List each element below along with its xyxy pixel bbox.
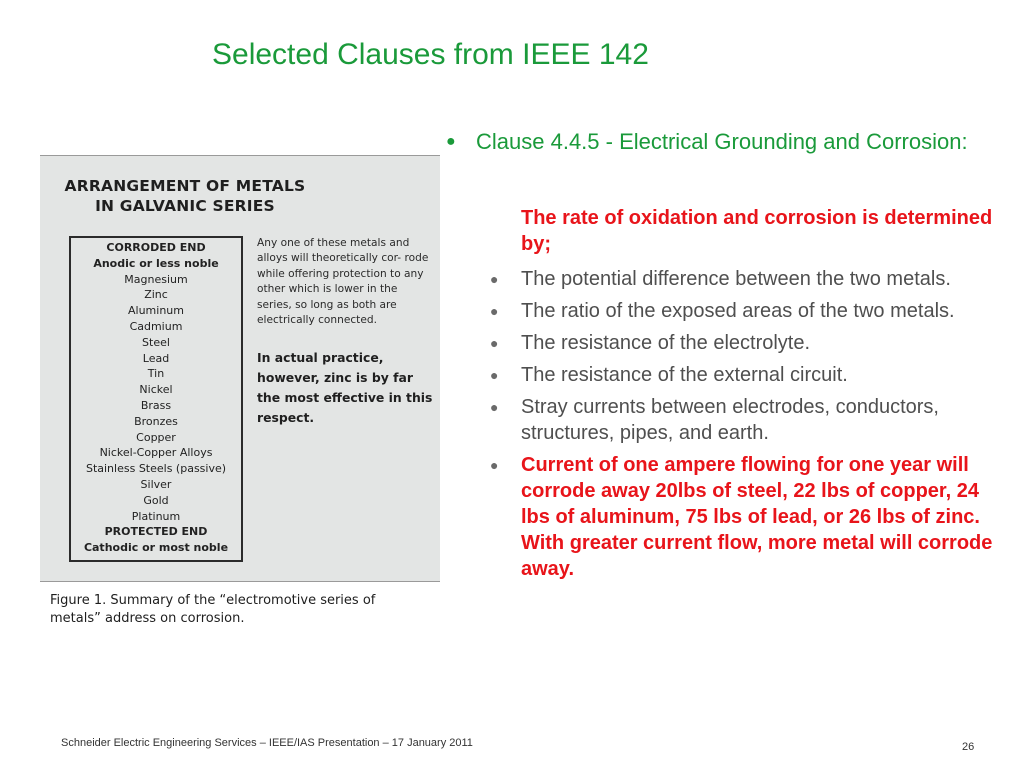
bullet-icon: ●	[490, 335, 499, 351]
galvanic-series-box	[69, 236, 243, 562]
bullet-icon: ●	[490, 367, 499, 383]
series-item: Platinum	[131, 509, 181, 523]
figure-note: Any one of these metals and alloys will theoretically cor- rode while offering protection to any other which is lower in the series, so long as both are electrically connected.	[257, 237, 429, 327]
clause-heading	[446, 128, 1006, 156]
series-item: Nickel	[139, 383, 173, 397]
series-item: Steel	[142, 335, 170, 349]
bullet-icon: ●	[490, 457, 499, 473]
bullet-icon: ●	[490, 303, 499, 319]
bullet-icon: ●	[490, 271, 499, 287]
series-item: Copper	[136, 430, 176, 444]
series-item: Brass	[140, 398, 172, 412]
series-item: Lead	[142, 351, 170, 365]
page-number: 26	[962, 741, 975, 753]
factor-list-item	[490, 330, 1000, 356]
series-item: Aluminum	[128, 304, 184, 318]
series-item: Tin	[147, 367, 165, 381]
series-item: Gold	[143, 493, 169, 507]
series-item: Silver	[140, 477, 172, 491]
factor-text: The ratio of the exposed areas of the two metals.	[521, 300, 955, 322]
series-item: CORRODED END	[106, 241, 206, 254]
factor-text: The potential difference between the two metals.	[521, 268, 951, 290]
series-item: Nickel-Copper Alloys	[99, 446, 213, 460]
figure-heading	[40, 176, 330, 216]
factor-list-item	[490, 362, 1000, 388]
series-item: Magnesium	[124, 272, 188, 286]
bullet-icon: ●	[446, 133, 456, 150]
clause-heading-text: Clause 4.4.5 - Electrical Grounding and Corrosion:	[476, 129, 968, 154]
figure-heading-line-2: IN GALVANIC SERIES	[95, 197, 275, 215]
series-item: Bronzes	[134, 414, 178, 428]
series-item: Zinc	[144, 288, 168, 302]
series-item: Anodic or less noble	[93, 256, 219, 270]
galvanic-series-figure	[40, 155, 440, 582]
factor-list-item	[490, 266, 1000, 292]
bullet-icon: ●	[490, 399, 499, 415]
factor-list-item	[490, 394, 1000, 446]
figure-caption: Figure 1. Summary of the “electromotive series of metals” address on corrosion.	[50, 593, 376, 626]
series-item: PROTECTED END	[104, 525, 208, 539]
factor-text: Current of one ampere flowing for one year will corrode away 20lbs of steel, 22 lbs of copper, 24 lbs of aluminum, 75 lbs of lead, or 26 lbs of zinc. With greater current flow, more metal will corrode away.	[521, 454, 993, 580]
series-item: Cadmium	[129, 319, 183, 333]
series-item: Stainless Steels (passive)	[85, 462, 227, 476]
slide-title: Selected Clauses from IEEE 142	[212, 38, 649, 71]
factor-text: The resistance of the external circuit.	[521, 364, 848, 386]
footer-text: Schneider Electric Engineering Services – IEEE/IAS Presentation – 17 January 2011	[61, 737, 473, 749]
factor-list-item	[490, 452, 1000, 582]
factor-list-item	[490, 298, 1000, 324]
factor-text: Stray currents between electrodes, conductors, structures, pipes, and earth.	[521, 396, 939, 444]
factor-text: The resistance of the electrolyte.	[521, 332, 811, 354]
series-item: Cathodic or most noble	[83, 541, 229, 555]
galvanic-series-list	[71, 238, 241, 556]
figure-note-bold: In actual practice, however, zinc is by far the most effective in this respect.	[257, 350, 433, 425]
figure-heading-line-1: ARRANGEMENT OF METALS	[64, 177, 306, 195]
factor-list	[490, 266, 1000, 588]
lead-statement: The rate of oxidation and corrosion is determined by;	[521, 207, 993, 255]
